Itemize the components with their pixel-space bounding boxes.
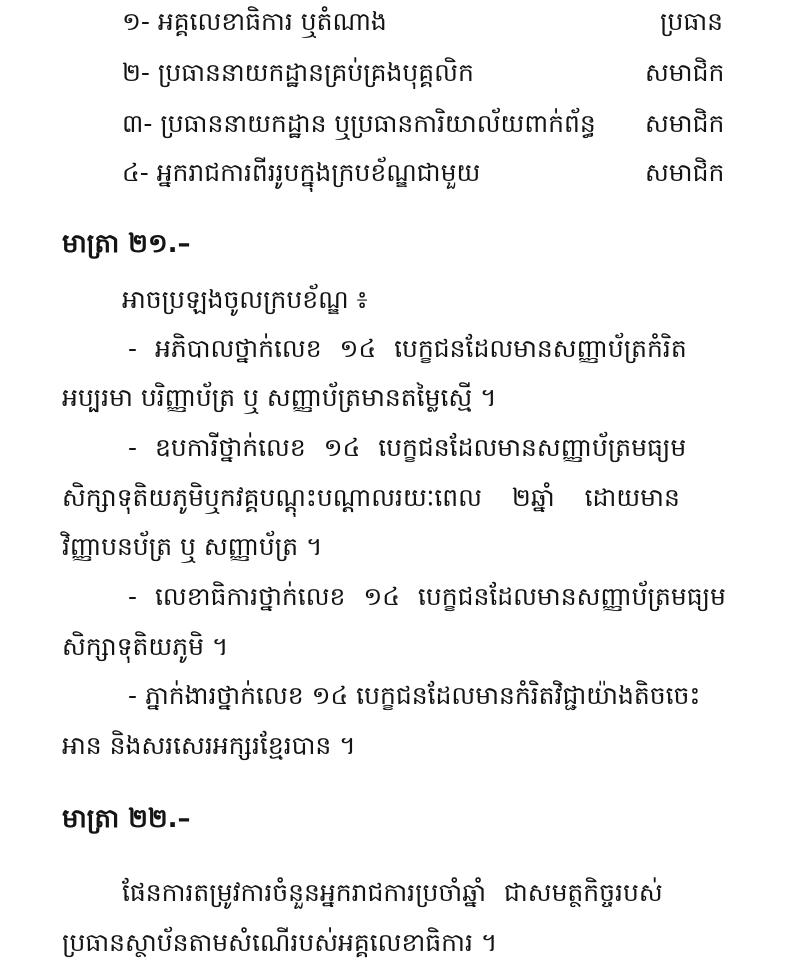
article-21-line-2: អប្បរមា បរិញ្ញាប័ត្រ ឬ សញ្ញាប័ត្រមានតម្លៃស្មើ ។	[62, 383, 497, 412]
article-21-line-1: - អភិបាលថ្នាក់លេខ ១៤ បេក្ខជនដែលមានសញ្ញាប័ត្រកំរិត	[128, 334, 687, 363]
article-21-line-5: វិញ្ញាបនប័ត្រ ឬ សញ្ញាប័ត្រ ។	[62, 532, 323, 561]
committee-role-1: ប្រធាន	[660, 7, 723, 36]
committee-role-3: សមាជិក	[645, 109, 725, 138]
article-22-heading: មាត្រា ២២.–	[62, 804, 191, 834]
committee-role-4: សមាជិក	[645, 158, 725, 187]
article-21-heading: មាត្រា ២១.–	[62, 229, 191, 259]
committee-item-1: ១- អគ្គលេខាធិការ ឬតំណាង	[122, 7, 387, 36]
committee-role-2: សមាជិក	[645, 58, 725, 87]
article-21-line-7: សិក្សាទុតិយភូមិ ។	[62, 632, 229, 661]
committee-item-3: ៣- ប្រធាននាយកដ្ឋាន ឬប្រធានការិយាល័យពាក់ព័ន្ធ	[122, 109, 596, 138]
article-21-line-8: - ភ្នាក់ងារថ្នាក់លេខ ១៤ បេក្ខជនដែលមានកំរិតវិជ្ជាយ៉ាងតិចចេះ	[128, 681, 701, 710]
article-21-line-9: អាន និងសរសេរអក្សរខ្មែរបាន ។	[62, 731, 356, 760]
article-21-line-6: - លេខាធិការថ្នាក់លេខ ១៤ បេក្ខជនដែលមានសញ្ញាប័ត្រមធ្យម	[128, 582, 726, 611]
article-22-line-1: ផែនការតម្រូវការចំនួនអ្នករាជការប្រចាំឆ្នាំ ជាសមត្ថកិច្ចរបស់	[122, 878, 663, 907]
article-21-intro: អាចប្រឡងចូលក្របខ័ណ្ឌ ៖	[122, 285, 368, 314]
committee-item-2: ២- ប្រធាននាយកដ្ឋានគ្រប់គ្រងបុគ្គលិក	[122, 58, 474, 87]
article-22-line-2: ប្រធានស្ថាប័នតាមសំណើរបស់អគ្គលេខាធិការ ។	[62, 928, 498, 957]
committee-item-4: ៤- អ្នករាជការពីររូបក្នុងក្របខ័ណ្ឌជាមួយ	[122, 158, 481, 187]
article-21-line-4: សិក្សាទុតិយភូមិឬកវគ្គបណ្តុះបណ្តាលរយៈពេល ២ឆ្នាំ ដោយមាន	[62, 483, 680, 512]
article-21-line-3: - ឧបការីថ្នាក់លេខ ១៤ បេក្ខជនដែលមានសញ្ញាប័ត្រមធ្យម	[128, 433, 687, 462]
